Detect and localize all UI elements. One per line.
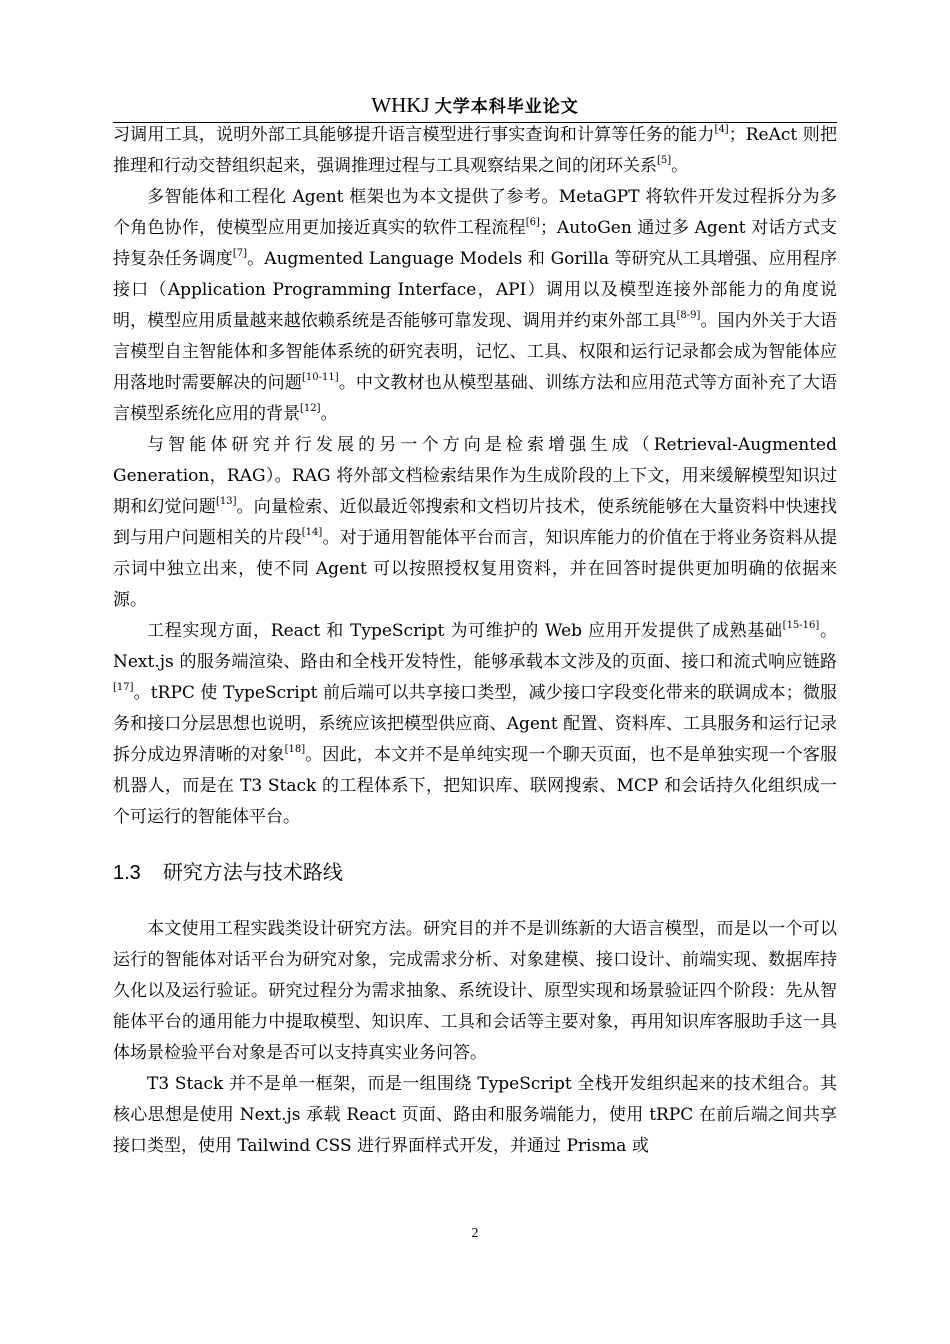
text-run: 与智能体研究并行发展的另一个方向是检索增强生成（Retrieval-Augmented Generation，RAG）。RAG 将外部文档检索结果作为生成阶段的上下文，用来缓解模型知识过期和幻觉问题 <box>113 435 837 517</box>
text-run: 多智能体和工程化 Agent 框架也为本文提供了参考。MetaGPT 将软件开发过程拆分为多个角色协作，使模型应用更加接近真实的软件工程流程 <box>113 187 837 238</box>
citation-ref: [18] <box>284 744 306 755</box>
citation-ref: [14] <box>301 527 323 538</box>
citation-ref: [10-11] <box>302 372 339 383</box>
header-title-latin: WHKJ <box>371 93 430 117</box>
text-run: T3 Stack 并不是单一框架，而是一组围绕 TypeScript 全栈开发组织起来的技术组合。其核心思想是使用 Next.js 承载 React 页面、路由和服务端能力，使用 tRPC 在前后端之间共享接口类型，使用 Tailwind CSS 进行界面样式开发，并通过 Prisma 或 <box>113 1074 837 1156</box>
section-number: 1.3 <box>113 862 141 884</box>
page-number: 2 <box>471 1226 479 1241</box>
paragraph <box>113 430 837 616</box>
text-run: 。 <box>671 156 689 176</box>
paragraph <box>113 120 837 182</box>
citation-ref: [4] <box>714 124 729 135</box>
body-text <box>113 120 837 1162</box>
citation-ref: [13] <box>215 496 237 507</box>
citation-ref: [5] <box>657 155 672 166</box>
text-run: 。Augmented Language Models 和 Gorilla 等研究从工具增强、应用程序接口（Application Programming Interface，API）调用以及模型连接外部能力的角度说明，模型应用质量越来越依赖系统是否能够可靠发现、调用并约束外部工具 <box>113 249 837 331</box>
section-heading <box>113 857 837 888</box>
text-run: 。因此，本文并不是单纯实现一个聊天页面，也不是单独实现一个客服机器人，而是在 T3 Stack 的工程体系下，把知识库、联网搜索、MCP 和会话持久化组织成一个可运行的智能体平台。 <box>113 745 837 827</box>
header-title-cjk: 大学本科毕业论文 <box>434 97 579 117</box>
text-run: ；AutoGen 通过多 Agent 对话方式支持复杂任务调度 <box>113 218 838 269</box>
text-run: 。中文教材也从模型基础、训练方法和应用范式等方面补充了大语言模型系统化应用的背景 <box>113 373 838 424</box>
citation-ref: [7] <box>232 248 248 259</box>
text-run: 习调用工具，说明外部工具能够提升语言模型进行事实查询和计算等任务的能力 <box>113 125 715 145</box>
citation-ref: [15-16] <box>782 620 820 631</box>
paragraph <box>113 616 837 833</box>
paragraph <box>113 914 837 1069</box>
citation-ref: [17] <box>113 682 134 693</box>
section-title: 研究方法与技术路线 <box>162 860 343 884</box>
text-run: 本文使用工程实践类设计研究方法。研究目的并不是训练新的大语言模型，而是以一个可以运行的智能体对话平台为研究对象，完成需求分析、对象建模、接口设计、前端实现、数据库持久化以及运行验证。研究过程分为需求抽象、系统设计、原型实现和场景验证四个阶段：先从智能体平台的通用能力中提取模型、知识库、工具和会话等主要对象，再用知识库客服助手这一具体场景检验平台对象是否可以支持真实业务问答。 <box>113 919 837 1063</box>
citation-ref: [8-9] <box>676 310 701 321</box>
text-run: 。向量检索、近似最近邻搜索和文档切片技术，使系统能够在大量资料中快速找到与用户问题相关的片段 <box>113 497 838 548</box>
text-run: 。Next.js 的服务端渲染、路由和全栈开发特性，能够承载本文涉及的页面、接口和流式响应链路 <box>113 621 837 672</box>
citation-ref: [12] <box>300 403 321 414</box>
text-run: ；ReAct 则把推理和行动交替组织起来，强调推理过程与工具观察结果之间的闭环关系 <box>113 125 837 176</box>
citation-ref: [6] <box>525 217 540 228</box>
paragraph <box>113 182 837 430</box>
text-run: 工程实现方面，React 和 TypeScript 为可维护的 Web 应用开发提供了成熟基础 <box>147 621 783 641</box>
text-run: 。tRPC 使 TypeScript 前后端可以共享接口类型，减少接口字段变化带来的联调成本；微服务和接口分层思想也说明，系统应该把模型供应商、Agent 配置、资料库、工具服务和运行记录拆分成边界清晰的对象 <box>113 683 837 765</box>
page-header <box>113 92 837 123</box>
text-run: 。国内外关于大语言模型自主智能体和多智能体系统的研究表明，记忆、工具、权限和运行记录都会成为智能体应用落地时需要解决的问题 <box>113 311 838 393</box>
text-run: 。对于通用智能体平台而言，知识库能力的价值在于将业务资料从提示词中独立出来，使不同 Agent 可以按照授权复用资料，并在回答时提供更加明确的依据来源。 <box>113 528 838 610</box>
text-run: 。 <box>320 404 338 424</box>
paragraph <box>113 1069 837 1162</box>
